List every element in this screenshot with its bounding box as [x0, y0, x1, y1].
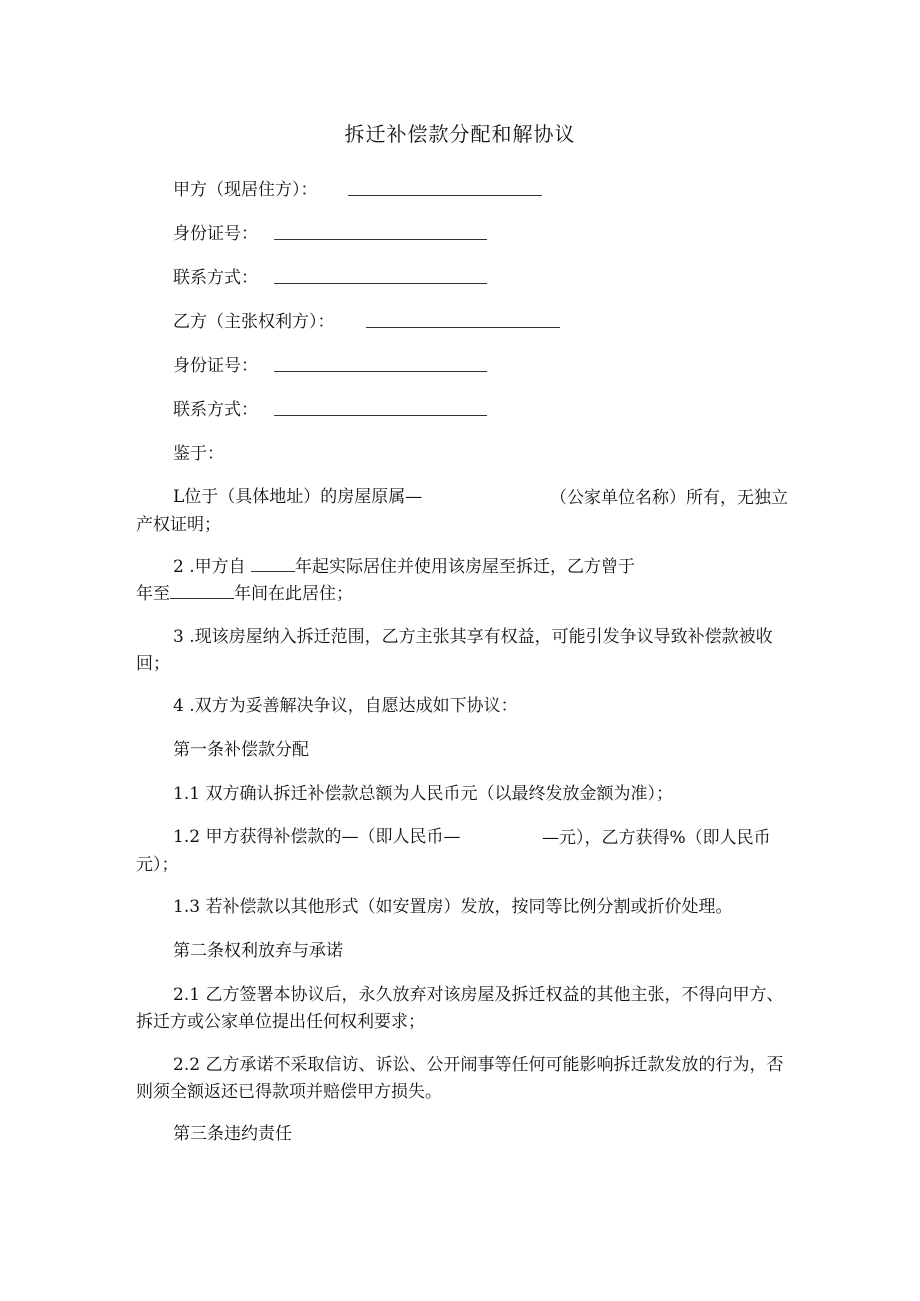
party-b-id-field[interactable]: [274, 371, 487, 372]
party-b-contact-field[interactable]: [274, 415, 487, 416]
clause-1-2-part2: —元），乙方获得%（即人民币元）；: [136, 828, 771, 875]
article-2-heading: 第二条权利放弃与承诺: [173, 941, 343, 961]
article-3-heading: 第三条违约责任: [173, 1124, 292, 1144]
recital-1-part1: L位于（具体地址）的房屋原属—: [173, 487, 423, 507]
party-b-id-label: 身份证号：: [173, 356, 258, 376]
party-a-name-field[interactable]: [348, 195, 542, 196]
recital-3: 3 .现该房屋纳入拆迁范围，乙方主张其享有权益，可能引发争议导致补偿款被收回；: [136, 627, 773, 674]
party-b-name-field[interactable]: [366, 327, 560, 328]
end-year-field[interactable]: [170, 584, 234, 599]
clause-2-1: 2.1 乙方签署本协议后，永久放弃对该房屋及拆迁权益的其他主张，不得向甲方、拆迁方或公家单位提出任何权利要求；: [136, 985, 784, 1032]
recital-2-part4: 年间在此居住；: [234, 584, 353, 604]
party-a-label: 甲方（现居住方）：: [173, 180, 318, 200]
whereas-label: 鉴于：: [173, 444, 224, 464]
document-title: 拆迁补偿款分配和解协议: [344, 122, 576, 146]
article-1-heading: 第一条补偿款分配: [173, 740, 309, 760]
party-b-label: 乙方（主张权利方）：: [173, 312, 335, 332]
clause-1-3: 1.3 若补偿款以其他形式（如安置房）发放，按同等比例分割或折价处理。: [173, 897, 733, 917]
recital-4: 4 .双方为妥善解决争议，自愿达成如下协议：: [173, 696, 518, 716]
clause-1-2-part1: 1.2 甲方获得补偿款的—（即人民币—: [173, 827, 461, 847]
party-a-id-label: 身份证号：: [173, 224, 258, 244]
party-b-contact-label: 联系方式：: [173, 400, 258, 420]
recital-1-part2: （公家单位名称）所有，无独立产权证明；: [136, 488, 788, 535]
recital-2-line1: [173, 555, 635, 579]
recital-2-line2: [136, 582, 353, 606]
party-a-contact-label: 联系方式：: [173, 268, 258, 288]
start-year-field[interactable]: [251, 557, 295, 572]
party-a-id-field[interactable]: [274, 239, 487, 240]
party-a-contact-field[interactable]: [274, 283, 487, 284]
recital-2-part1: 2 .甲方自: [173, 557, 252, 577]
clause-2-2: 2.2 乙方承诺不采取信访、诉讼、公开闹事等任何可能影响拆迁款发放的行为，否则须全额返还已得款项并赔偿甲方损失。: [136, 1055, 784, 1102]
recital-2-part3: 年至: [136, 584, 170, 604]
recital-2-part2: 年起实际居住并使用该房屋至拆迁，乙方曾于: [295, 557, 636, 577]
clause-1-1: 1.1 双方确认拆迁补偿款总额为人民币元（以最终发放金额为准）；: [173, 784, 673, 804]
